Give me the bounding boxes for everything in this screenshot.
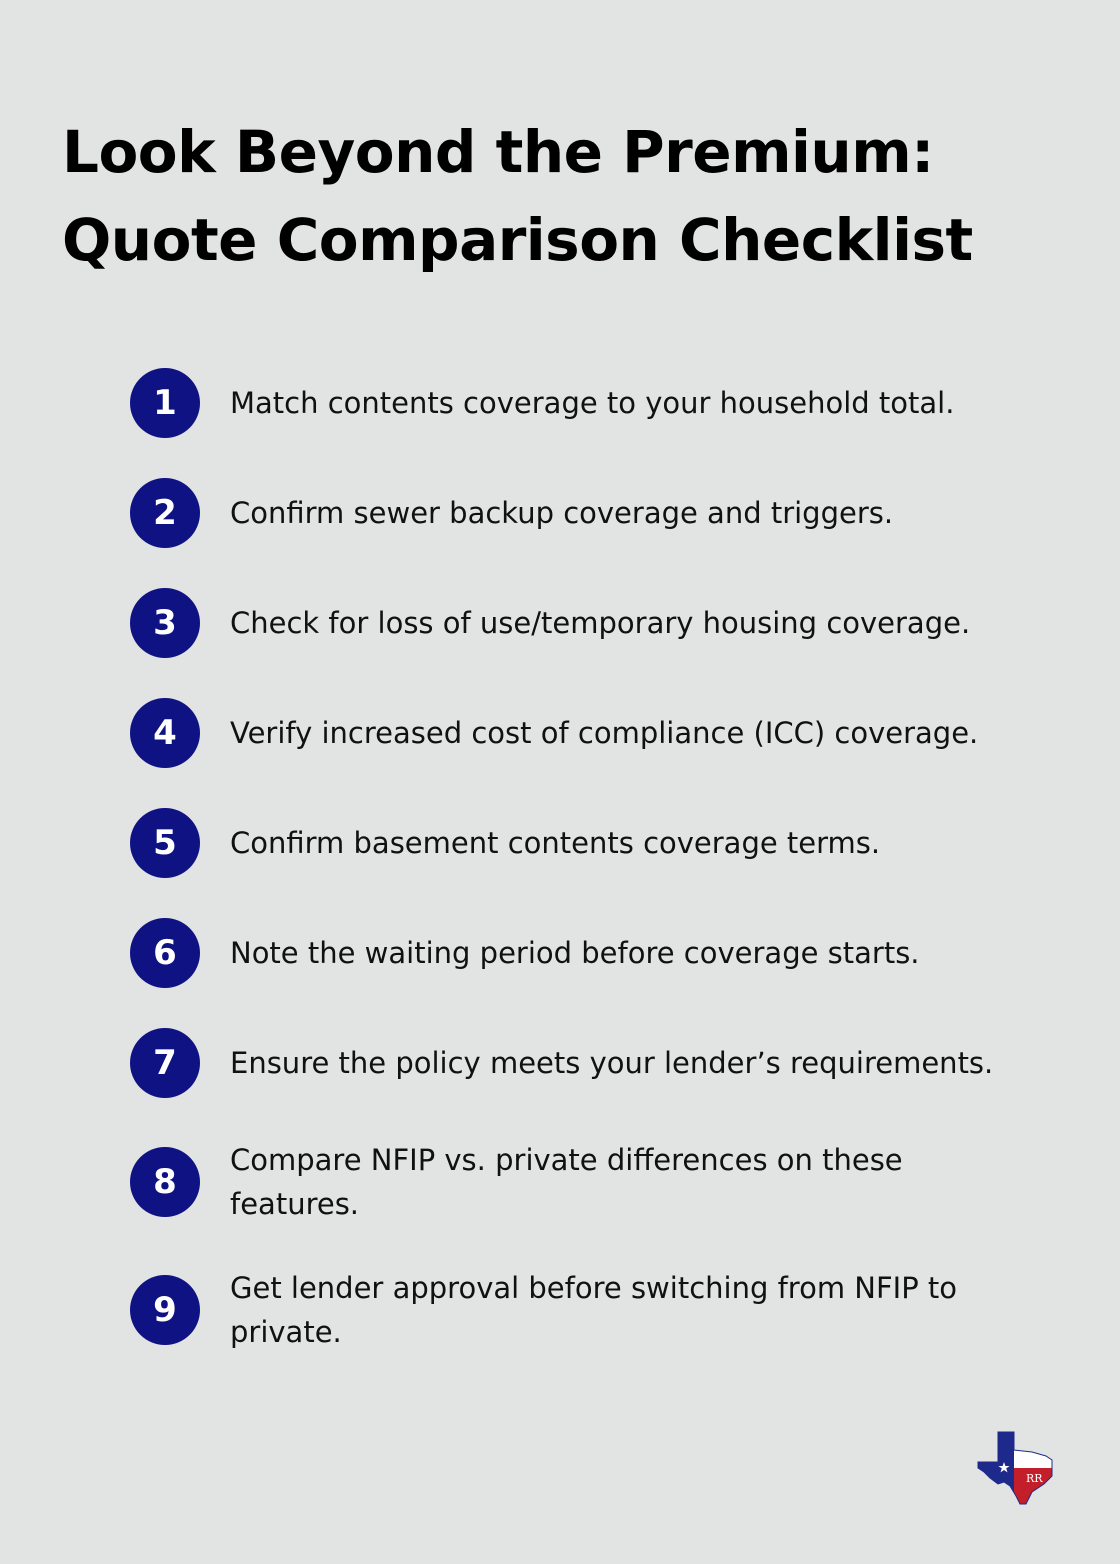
- checklist-item-text: Confirm sewer backup coverage and triggers.: [230, 496, 894, 530]
- checklist-item-text: Match contents coverage to your household total.: [230, 386, 955, 420]
- step-number-badge: 3: [130, 588, 200, 658]
- step-number-badge: 2: [130, 478, 200, 548]
- checklist-item-6: [130, 918, 1030, 988]
- step-number-badge: 4: [130, 698, 200, 768]
- step-number-badge: 1: [130, 368, 200, 438]
- checklist-item-text: Get lender approval before switching from NFIP to private.: [230, 1271, 958, 1349]
- checklist-item-text: Check for loss of use/temporary housing coverage.: [230, 606, 971, 640]
- step-number-badge: 6: [130, 918, 200, 988]
- checklist-item-1: [130, 368, 1030, 438]
- checklist-item-text: Ensure the policy meets your lender’s requirements.: [230, 1046, 994, 1080]
- checklist-item-text: Compare NFIP vs. private differences on these features.: [230, 1143, 903, 1221]
- checklist-item-text: Verify increased cost of compliance (ICC) coverage.: [230, 716, 979, 750]
- step-number-badge: 5: [130, 808, 200, 878]
- step-number-badge: 9: [130, 1275, 200, 1345]
- page-title-line-1: Look Beyond the Premium:: [62, 118, 934, 186]
- checklist-item-3: [130, 588, 1030, 658]
- checklist-item-4: [130, 698, 1030, 768]
- step-number-badge: 7: [130, 1028, 200, 1098]
- page-title-line-2: Quote Comparison Checklist: [62, 206, 973, 274]
- logo-monogram: RR: [1026, 1472, 1043, 1485]
- checklist-item-text: Confirm basement contents coverage terms.: [230, 826, 881, 860]
- checklist-item-9: [130, 1271, 1030, 1349]
- checklist-item-text: Note the waiting period before coverage starts.: [230, 936, 920, 970]
- checklist-item-5: [130, 808, 1030, 878]
- texas-flag-map-logo-icon: [974, 1430, 1058, 1506]
- page-title: [62, 108, 1062, 284]
- step-number-badge: 8: [130, 1147, 200, 1217]
- checklist-item-7: [130, 1028, 1030, 1098]
- checklist-item-2: [130, 478, 1030, 548]
- checklist-item-8: [130, 1143, 1030, 1221]
